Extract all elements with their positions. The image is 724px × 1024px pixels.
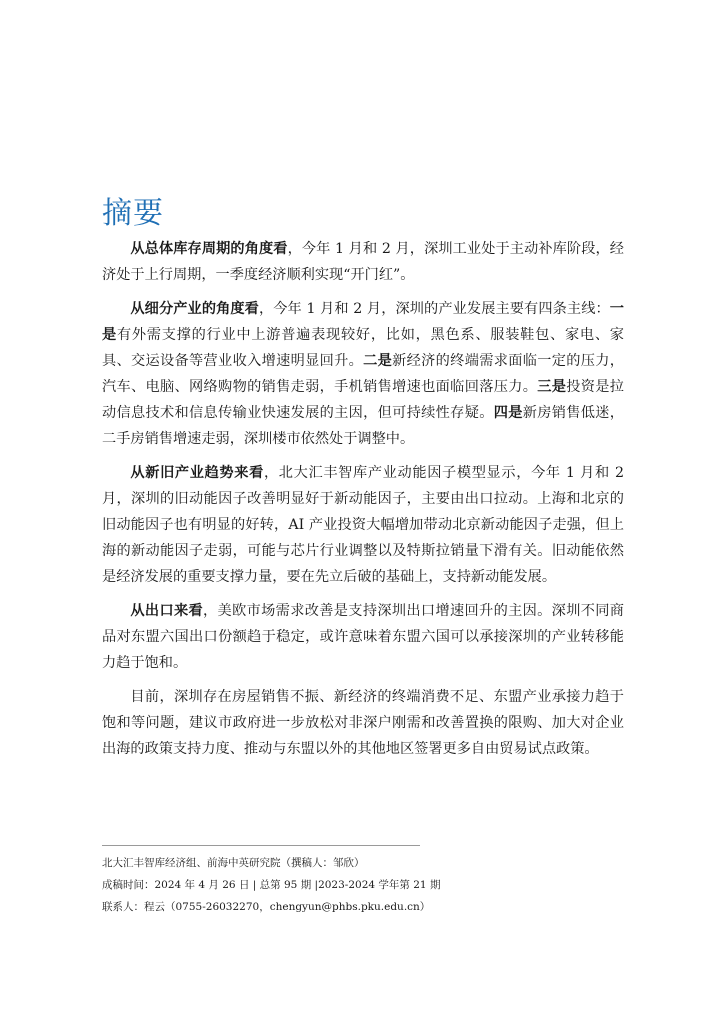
paragraph-text: ，今年 1 月和 2 月，深圳工业处于主动补库阶段，经济处于上行周期，一季度经济顺利实现“开门红”。 (102, 241, 624, 283)
paragraph-inventory-cycle (102, 236, 624, 288)
paragraph-old-new-industry (102, 460, 624, 590)
paragraph-text: ，北大汇丰智库产业动能因子模型显示，今年 1 月和 2 月，深圳的旧动能因子改善明显好于新动能因子，主要由出口拉动。上海和北京的旧动能因子也有明显的好转，AI 产业投资大幅增加带动北京新动能因子走强，但上海的新动能因子走弱，可能与芯片行业调整以及特斯拉销量下滑有关。旧动能依然是经济发展的重要支撑力量，要在先立后破的基础上，支持新动能发展。 (102, 465, 624, 585)
paragraph-exports (102, 598, 624, 676)
footer-contact: 联系人：程云（0755-26032270，chengyun@phbs.pku.edu.cn） (102, 901, 431, 913)
paragraph-text: ，今年 1 月和 2 月，深圳的产业发展主要有四条主线： (258, 301, 610, 317)
item-lead: 三是 (537, 379, 567, 395)
page-title: 摘要 (102, 196, 164, 231)
paragraph-lead: 从总体库存周期的角度看 (130, 241, 288, 257)
paragraph-lead: 从新旧产业趋势来看 (130, 465, 264, 481)
paragraph-sub-industry (102, 296, 624, 452)
paragraph-recommendations (102, 684, 624, 762)
item-text: 新经济的终端需求面临一定的压力，汽车、电脑、网络购物的销售走弱，手机销售增速也面临回落压力。 (102, 353, 624, 395)
item-text: 有外需支撑的行业中上游普遍表现较好，比如，黑色系、服装鞋包、家电、家具、交运设备等营业收入增速明显回升。 (102, 327, 624, 369)
item-lead: 二是 (363, 353, 393, 369)
item-lead: 一是 (102, 301, 624, 343)
footer-authors: 北大汇丰智库经济组、前海中英研究院（撰稿人：邹欣） (102, 857, 365, 869)
paragraph-lead: 从细分产业的角度看 (130, 301, 259, 317)
paragraph-lead: 从出口来看 (130, 603, 204, 619)
item-text: 新房销售低迷，二手房销售增速走弱，深圳楼市依然处于调整中。 (102, 405, 624, 447)
item-lead: 四是 (493, 405, 523, 421)
footer-date-issue: 成稿时间：2024 年 4 月 26 日 | 总第 95 期 |2023-2024 学年第 21 期 (102, 879, 441, 891)
item-text: 投资是拉动信息技术和信息传输业快速发展的主因，但可持续性存疑。 (102, 379, 624, 421)
paragraph-text: 目前，深圳存在房屋销售不振、新经济的终端消费不足、东盟产业承接力趋于饱和等问题，建议市政府进一步放松对非深户刚需和改善置换的限购、加大对企业出海的政策支持力度、推动与东盟以外的其他地区签署更多自由贸易试点政策。 (102, 689, 624, 757)
footer-info (102, 852, 624, 918)
abstract-body (102, 236, 624, 770)
footer-divider (102, 845, 420, 846)
paragraph-text: ，美欧市场需求改善是支持深圳出口增速回升的主因。深圳不同商品对东盟六国出口份额趋于稳定，或许意味着东盟六国可以承接深圳的产业转移能力趋于饱和。 (102, 603, 624, 671)
